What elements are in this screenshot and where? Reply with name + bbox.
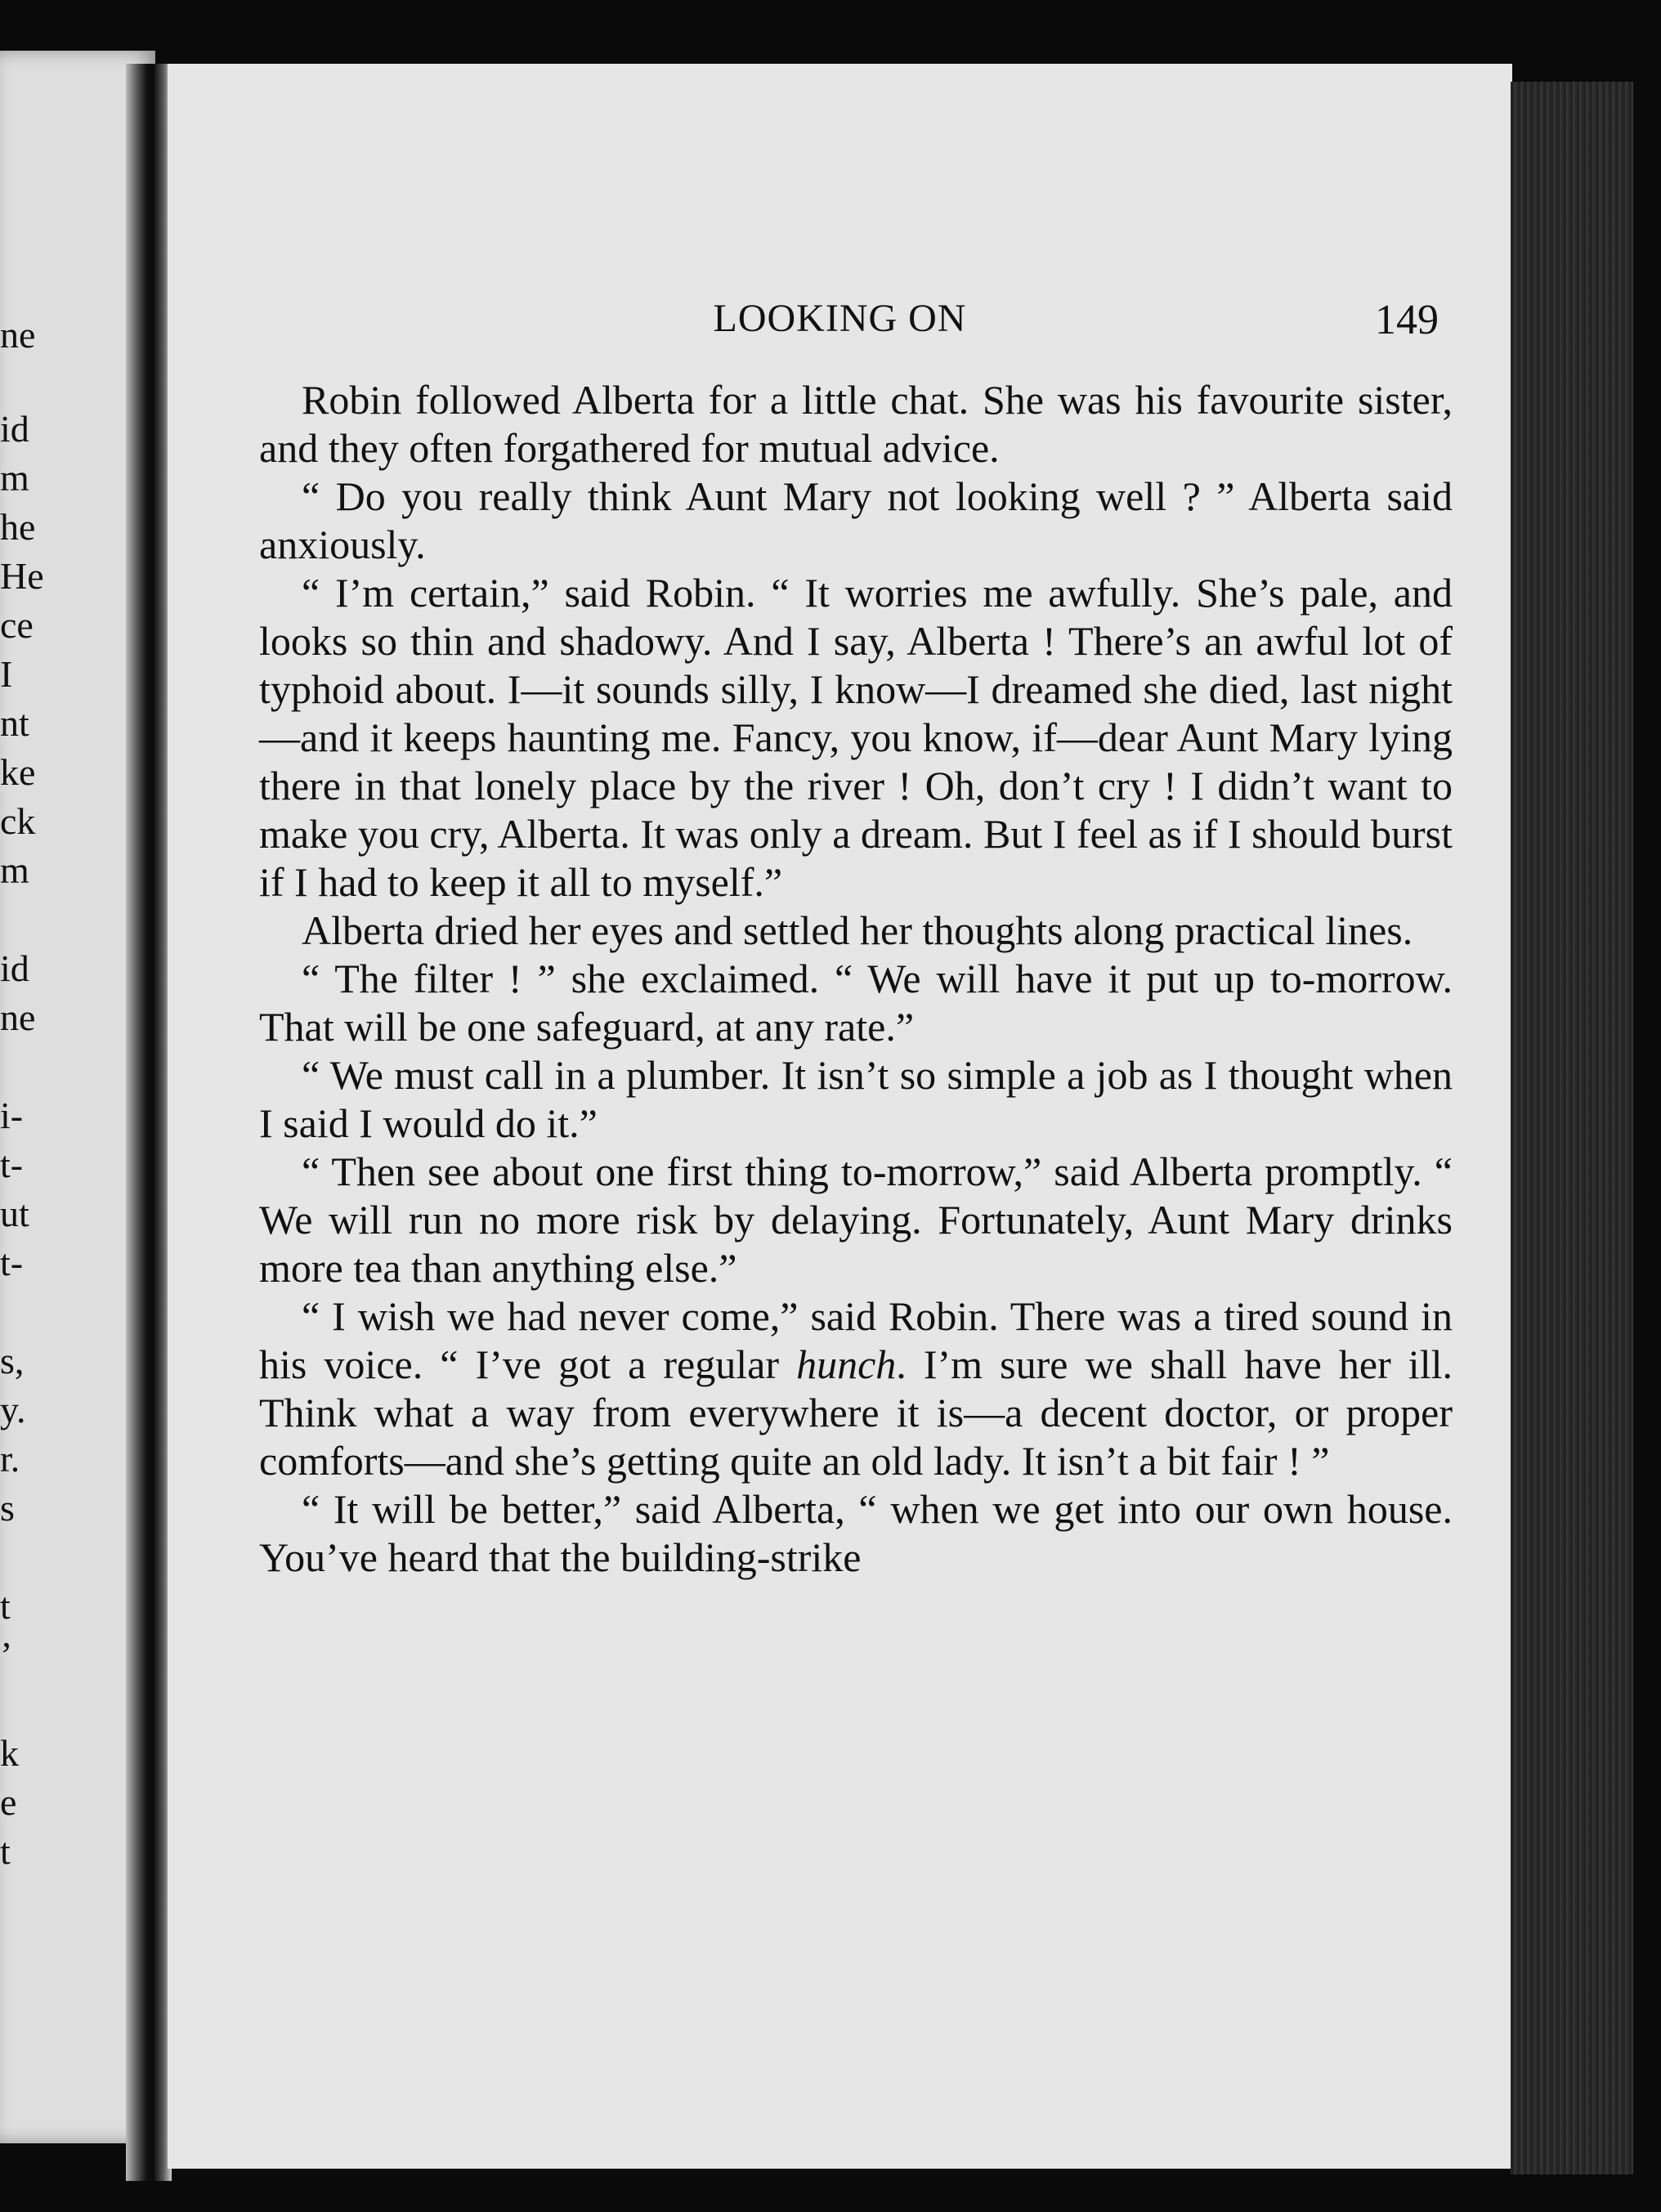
left-page-fragment: id	[0, 408, 29, 450]
left-page-fragment: t	[0, 1830, 11, 1872]
left-page-fragment: he	[0, 506, 36, 548]
left-page-fragment: s,	[0, 1340, 25, 1381]
left-page-fragment: id	[0, 947, 29, 989]
left-page-fragment: ce	[0, 604, 34, 646]
running-head: LOOKING ON	[713, 297, 967, 340]
left-page-fragment: ck	[0, 800, 36, 842]
left-page-fragment: m	[0, 849, 29, 891]
paragraph: “ The filter ! ” she exclaimed. “ We will have it put up to-morrow. That will be one safeguard, at any rate.”	[259, 956, 1453, 1050]
left-page-fragment: nt	[0, 702, 29, 744]
left-page-fragment: k	[0, 1732, 19, 1774]
left-page-fragment: m	[0, 457, 29, 499]
left-page-fragment: t-	[0, 1242, 24, 1283]
paragraph: “ It will be better,” said Alberta, “ when we get into our own house. You’ve heard that the building-strike	[259, 1486, 1453, 1580]
paragraph: “ I wish we had never come,” said Robin. There was a tired sound in his voice. “ I’ve got a regular hunch. I’m sure we shall have her ill. Think what a way from everywhere it is—a decent doctor, or proper comforts—and she’s getting quite an old lady. It isn’t a bit fair ! ”	[259, 1293, 1453, 1484]
left-page-fragment: He	[0, 555, 44, 597]
paragraph: “ Then see about one first thing to-morrow,” said Alberta promptly. “ We will run no more risk by delaying. Fortunately, Aunt Mary drinks more tea than anything else.”	[259, 1149, 1453, 1291]
left-page-fragment: r.	[0, 1438, 20, 1480]
paragraph: “ Do you really think Aunt Mary not looking well ? ” Alberta said anxiously.	[259, 473, 1453, 567]
left-page-fragment: e	[0, 1781, 17, 1823]
book-gutter	[126, 64, 172, 2181]
left-page-fragment: i-	[0, 1095, 24, 1136]
left-page-fragment: ne	[0, 314, 36, 356]
left-page-fragment: I	[0, 653, 13, 695]
right-page	[168, 64, 1512, 2169]
left-page-fragment: t-	[0, 1144, 24, 1185]
left-page-fragment: ’	[0, 1634, 13, 1676]
paragraph: Robin followed Alberta for a little chat. She was his favourite sister, and they often forgathered for mutual advice.	[259, 377, 1453, 471]
paragraph: “ We must call in a plumber. It isn’t so simple a job as I thought when I said I would do it.”	[259, 1052, 1453, 1146]
page-edge	[1511, 82, 1633, 2174]
left-page-fragment: y.	[0, 1389, 26, 1431]
left-page-fragment: ke	[0, 751, 36, 793]
left-page-fragment: t	[0, 1585, 11, 1627]
page-number: 149	[1375, 297, 1439, 343]
left-page-fragment: s	[0, 1487, 15, 1529]
paragraph: “ I’m certain,” said Robin. “ It worries me awfully. She’s pale, and looks so thin and shadowy. And I say, Alberta ! There’s an awful lot of typhoid about. I—it sounds silly, I know—I dreamed she died, last night—and it keeps haunting me. Fancy, you know, if—dear Aunt Mary lying there in that lonely place by the river ! Oh, don’t cry ! I didn’t want to make you cry, Alberta. It was only a dream. But I feel as if I should burst if I had to keep it all to myself.”	[259, 570, 1453, 905]
left-page-fragment: ut	[0, 1193, 29, 1234]
paragraph: Alberta dried her eyes and settled her thoughts along practical lines.	[302, 907, 1413, 953]
body-text	[259, 376, 1453, 1582]
left-page-fragment: ne	[0, 996, 36, 1038]
